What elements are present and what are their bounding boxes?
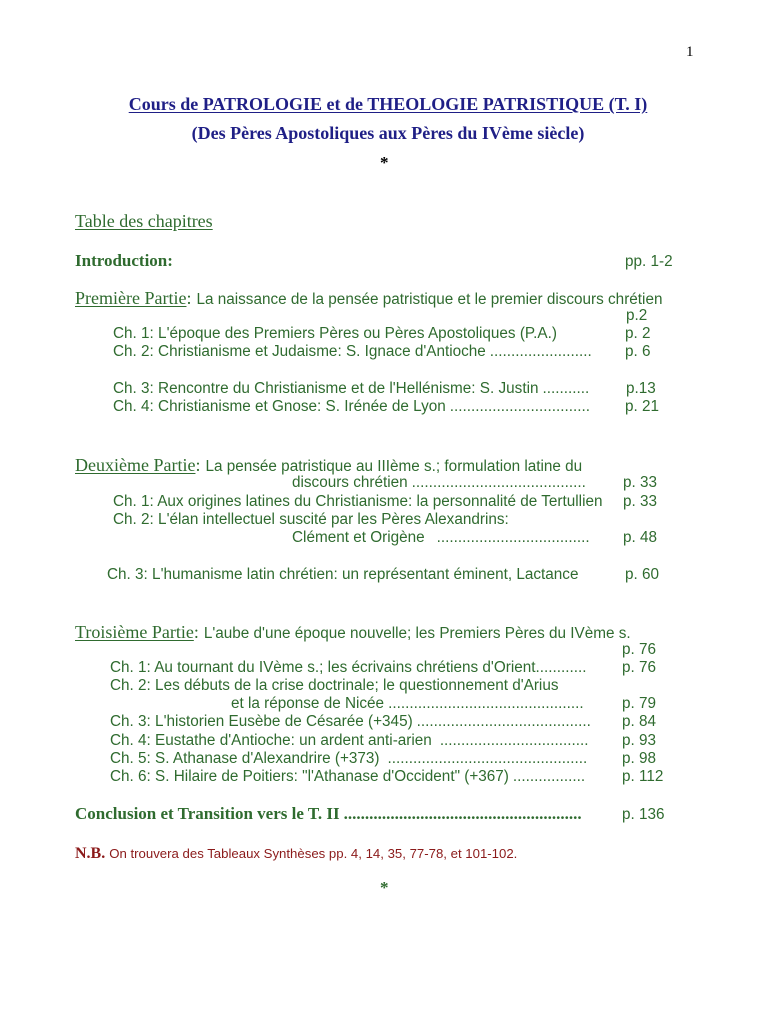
chapter-page: p. 2 (625, 325, 651, 342)
chapter-continuation: et la réponse de Nicée (231, 695, 385, 712)
part-title: L'aube d'une époque nouvelle; les Premiers Pères du IVème s. (203, 625, 631, 642)
chapter-page: p. 21 (625, 398, 660, 415)
chapter-row (110, 677, 559, 695)
dot-leader: ................. (512, 768, 586, 785)
chapter-row (113, 493, 603, 511)
note-text: On trouvera des Tableaux Synthèses pp. 4, 14, 35, 77-78, et 101-102. (109, 846, 518, 861)
conclusion-page: p. 136 (622, 806, 665, 823)
chapter-label: Ch. 5: S. Athanase d'Alexandrire (+373) (110, 750, 380, 767)
chapter-row (110, 750, 598, 768)
conclusion-label: Conclusion et Transition vers le T. II (75, 804, 340, 823)
page-number: 1 (686, 44, 694, 60)
chapter-page: p. 60 (625, 566, 660, 583)
chapter-row (113, 511, 509, 529)
chapter-label: Ch. 2: L'élan intellectuel suscité par les Pères Alexandrins: (113, 511, 509, 528)
dot-leader: ........................................................ (343, 804, 582, 823)
dot-leader: ................................... (439, 732, 589, 749)
chapter-row (110, 659, 598, 677)
chapter-label: Ch. 3: Rencontre du Christianisme et de l'Hellénisme: S. Justin (113, 380, 539, 397)
chapter-continuation: Clément et Origène (292, 529, 425, 546)
chapter-page: p. 33 (623, 493, 658, 510)
chapter-row (113, 398, 598, 416)
chapter-label: Ch. 1: Aux origines latines du Christianisme: la personnalité de Tertullien (113, 493, 603, 510)
note-label: N.B. (75, 845, 106, 862)
dot-leader: ........... (542, 380, 590, 397)
chapter-page: p. 76 (622, 659, 657, 676)
chapter-label: Ch. 1: Au tournant du IVème s.; les écrivains chrétiens d'Orient (110, 659, 536, 676)
chapter-page: p. 98 (622, 750, 657, 767)
chapter-row (107, 566, 578, 584)
dot-leader: ............ (535, 659, 587, 676)
dot-leader: .............................................. (388, 695, 584, 712)
dot-leader: ................................. (449, 398, 590, 415)
part-heading-1 (75, 288, 662, 310)
part-title-continuation: discours chrétien (292, 474, 408, 491)
part-page: p. 76 (622, 641, 657, 658)
chapter-label: Ch. 4: Christianisme et Gnose: S. Irénée de Lyon (113, 398, 446, 415)
dot-leader: ........................ (489, 343, 592, 360)
part-page: p. 33 (623, 474, 658, 491)
part-page: p.2 (626, 307, 648, 324)
chapter-page: p. 93 (622, 732, 657, 749)
part-colon: : (195, 455, 201, 475)
chapter-label: Ch. 3: L'historien Eusèbe de Césarée (+345) (110, 713, 413, 730)
chapter-label: Ch. 2: Christianisme et Judaisme: S. Ignace d'Antioche (113, 343, 486, 360)
chapter-page: p. 48 (623, 529, 658, 546)
part-title: La pensée patristique au IIIème s.; formulation latine du (205, 458, 583, 475)
chapter-label: Ch. 1: L'époque des Premiers Pères ou Pères Apostoliques (P.A.) (113, 325, 557, 342)
document-title-line (0, 94, 768, 114)
separator-asterisk-bottom: * (380, 878, 389, 897)
part-label: Troisième Partie (75, 622, 194, 642)
part-label: Première Partie (75, 288, 187, 308)
chapter-row (113, 325, 557, 343)
chapter-continuation-row (292, 529, 598, 547)
introduction-label: Introduction: (75, 251, 173, 270)
chapter-row (110, 732, 598, 750)
part-title: La naissance de la pensée patristique et le premier discours chrétien (196, 291, 663, 308)
chapter-label: Ch. 3: L'humanisme latin chrétien: un représentant éminent, Lactance (107, 566, 579, 583)
part-title-continuation-row (292, 474, 598, 492)
chapter-page: p. 79 (622, 695, 657, 712)
conclusion-row (75, 804, 598, 824)
chapter-row (113, 380, 598, 398)
part-colon: : (186, 288, 192, 308)
part-heading-3 (75, 622, 631, 644)
document-subtitle: (Des Pères Apostoliques aux Pères du IVème siècle) (191, 123, 585, 143)
chapter-label: Ch. 4: Eustathe d'Antioche: un ardent anti-arien (110, 732, 432, 749)
dot-leader: ......................................... (411, 474, 586, 491)
chapter-page: p. 112 (622, 768, 664, 785)
dot-leader: .................................... (436, 529, 590, 546)
part-colon: : (193, 622, 199, 642)
separator-asterisk-top: * (380, 153, 389, 172)
chapter-row (110, 713, 598, 731)
introduction-page: pp. 1-2 (625, 253, 673, 270)
chapter-label: Ch. 6: S. Hilaire de Poitiers: "l'Athanase d'Occident" (+367) (110, 768, 509, 785)
note-row (75, 844, 517, 864)
chapter-continuation-row (231, 695, 598, 713)
chapter-page: p. 84 (622, 713, 657, 730)
toc-heading: Table des chapitres (75, 211, 213, 231)
document-title: Cours de PATROLOGIE et de THEOLOGIE PATRISTIQUE (T. I) (128, 94, 648, 114)
chapter-row (110, 768, 598, 786)
dot-leader: ......................................... (416, 713, 591, 730)
chapter-page: p. 6 (625, 343, 651, 360)
dot-leader: ............................................... (387, 750, 588, 767)
part-label: Deuxième Partie (75, 455, 196, 475)
chapter-page: p.13 (626, 380, 656, 397)
chapter-row (113, 343, 598, 361)
chapter-label: Ch. 2: Les débuts de la crise doctrinale; le questionnement d'Arius (110, 677, 559, 694)
